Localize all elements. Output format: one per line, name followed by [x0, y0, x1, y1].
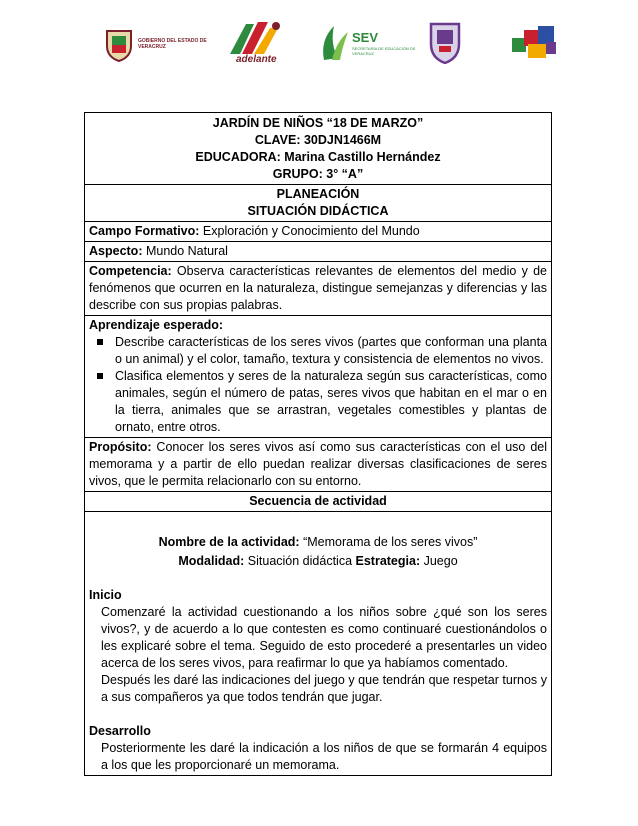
aprendizaje-item: Clasifica elementos y seres de la naturaleza según sus características, como animales, según el número de patas, seres vivos que habitan en el mar o en la tierra, animales que se arrastran, vegetales comestibles y plantas de ornato, entre otros. [115, 369, 547, 434]
aprendizaje-cell [85, 316, 552, 438]
sev-sublabel: SECRETARÍA DE EDUCACIÓN DE VERACRUZ [352, 46, 416, 56]
inicio-paragraph-2: Después les daré las indicaciones del juego y que tendrán que respetar turnos y a sus compañeros ya que todos tendrán que jugar. [101, 673, 547, 704]
activity-name-line [89, 534, 547, 551]
aprendizaje-list [89, 334, 547, 436]
colorful-blocks-logo [508, 22, 560, 64]
campo-row [85, 222, 552, 242]
logo-bar [0, 14, 638, 74]
planning-table [84, 112, 552, 776]
campo-cell [85, 222, 552, 242]
estrategia-label: Estrategia: [355, 554, 421, 568]
aspecto-label: Aspecto: [89, 244, 143, 258]
spacer [89, 513, 547, 530]
campo-label: Campo Formativo: [89, 224, 200, 238]
secuencia-title: Secuencia de actividad [85, 492, 552, 512]
aspecto-cell [85, 242, 552, 262]
secuencia-title-row [85, 492, 552, 512]
proposito-row [85, 438, 552, 492]
school-crest-logo [428, 20, 462, 64]
grupo: GRUPO: 3° “A” [272, 167, 364, 181]
school-name: JARDÍN DE NIÑOS “18 DE MARZO” [212, 116, 424, 130]
desarrollo-title: Desarrollo [89, 724, 151, 738]
aspecto-value: Mundo Natural [142, 244, 228, 258]
campo-value: Exploración y Conocimiento del Mundo [199, 224, 420, 238]
adelante-mark-icon [226, 20, 286, 56]
gobierno-label: GOBIERNO DEL ESTADO DE VERACRUZ [138, 38, 207, 50]
aprendizaje-item: Describe características de los seres vivos (partes que conforman una planta o un animal) y el color, tamaño, textura y consistencia de elementos no vivos. [115, 335, 547, 366]
activity-name-label: Nombre de la actividad: [158, 535, 300, 549]
competencia-cell [85, 262, 552, 316]
sev-leaf-icon [318, 22, 350, 62]
competencia-value: Observa características relevantes de elementos del medio y de fenómenos que ocurren en la naturaleza, distingue semejanzas y diferencias y las describe con sus propias palabras. [89, 264, 547, 312]
adelante-logo [226, 20, 290, 68]
sev-logo [318, 22, 418, 68]
aprendizaje-label: Aprendizaje esperado: [89, 318, 224, 332]
gobierno-veracruz-logo [104, 28, 207, 68]
activity-name-value: “Memorama de los seres vivos” [299, 535, 478, 549]
inicio-title: Inicio [89, 588, 122, 602]
proposito-value: Conocer los seres vivos así como sus características con el uso del memorama y a partir de ello puedan realizar diversas clasificaciones de seres vivos, que le permita relacionarlo con su entorno. [89, 440, 547, 488]
spacer [89, 570, 547, 587]
modalidad-line [89, 553, 547, 570]
planeacion-cell [85, 185, 552, 222]
situacion-title: SITUACIÓN DIDÁCTICA [247, 204, 389, 218]
modalidad-value: Situación didáctica [244, 554, 356, 568]
spacer [89, 706, 547, 723]
header-cell [85, 113, 552, 185]
coat-of-arms-icon [104, 28, 134, 62]
desarrollo-paragraph-1: Posteriormente les daré la indicación a los niños de que se formarán 4 equipos a los que les proporcionaré un memorama. [101, 741, 547, 772]
planeacion-title: PLANEACIÓN [276, 187, 360, 201]
proposito-cell [85, 438, 552, 492]
header-row [85, 113, 552, 185]
modalidad-label: Modalidad: [178, 554, 245, 568]
adelante-label: adelante [236, 54, 277, 65]
crest-icon [428, 20, 462, 64]
proposito-label: Propósito: [89, 440, 152, 454]
blocks-icon [508, 22, 560, 64]
aspecto-row [85, 242, 552, 262]
secuencia-body-row [85, 512, 552, 776]
clave: CLAVE: 30DJN1466M [254, 133, 382, 147]
aprendizaje-row [85, 316, 552, 438]
sev-label: SEV [352, 30, 379, 45]
estrategia-value: Juego [420, 554, 458, 568]
planeacion-row [85, 185, 552, 222]
competencia-row [85, 262, 552, 316]
competencia-label: Competencia: [89, 264, 172, 278]
educadora: EDUCADORA: Marina Castillo Hernández [195, 150, 441, 164]
inicio-paragraph-1: Comenzaré la actividad cuestionando a los niños sobre ¿qué son los seres vivos?, y de acuerdo a lo que contesten es como continuaré cuestionándolos o les explicaré sobre el tema. Seguido de esto procederé a presentarles un video acerca de los seres vivos, para reafirmar lo que ya habíamos comentado. [101, 605, 547, 670]
secuencia-body [85, 512, 552, 776]
